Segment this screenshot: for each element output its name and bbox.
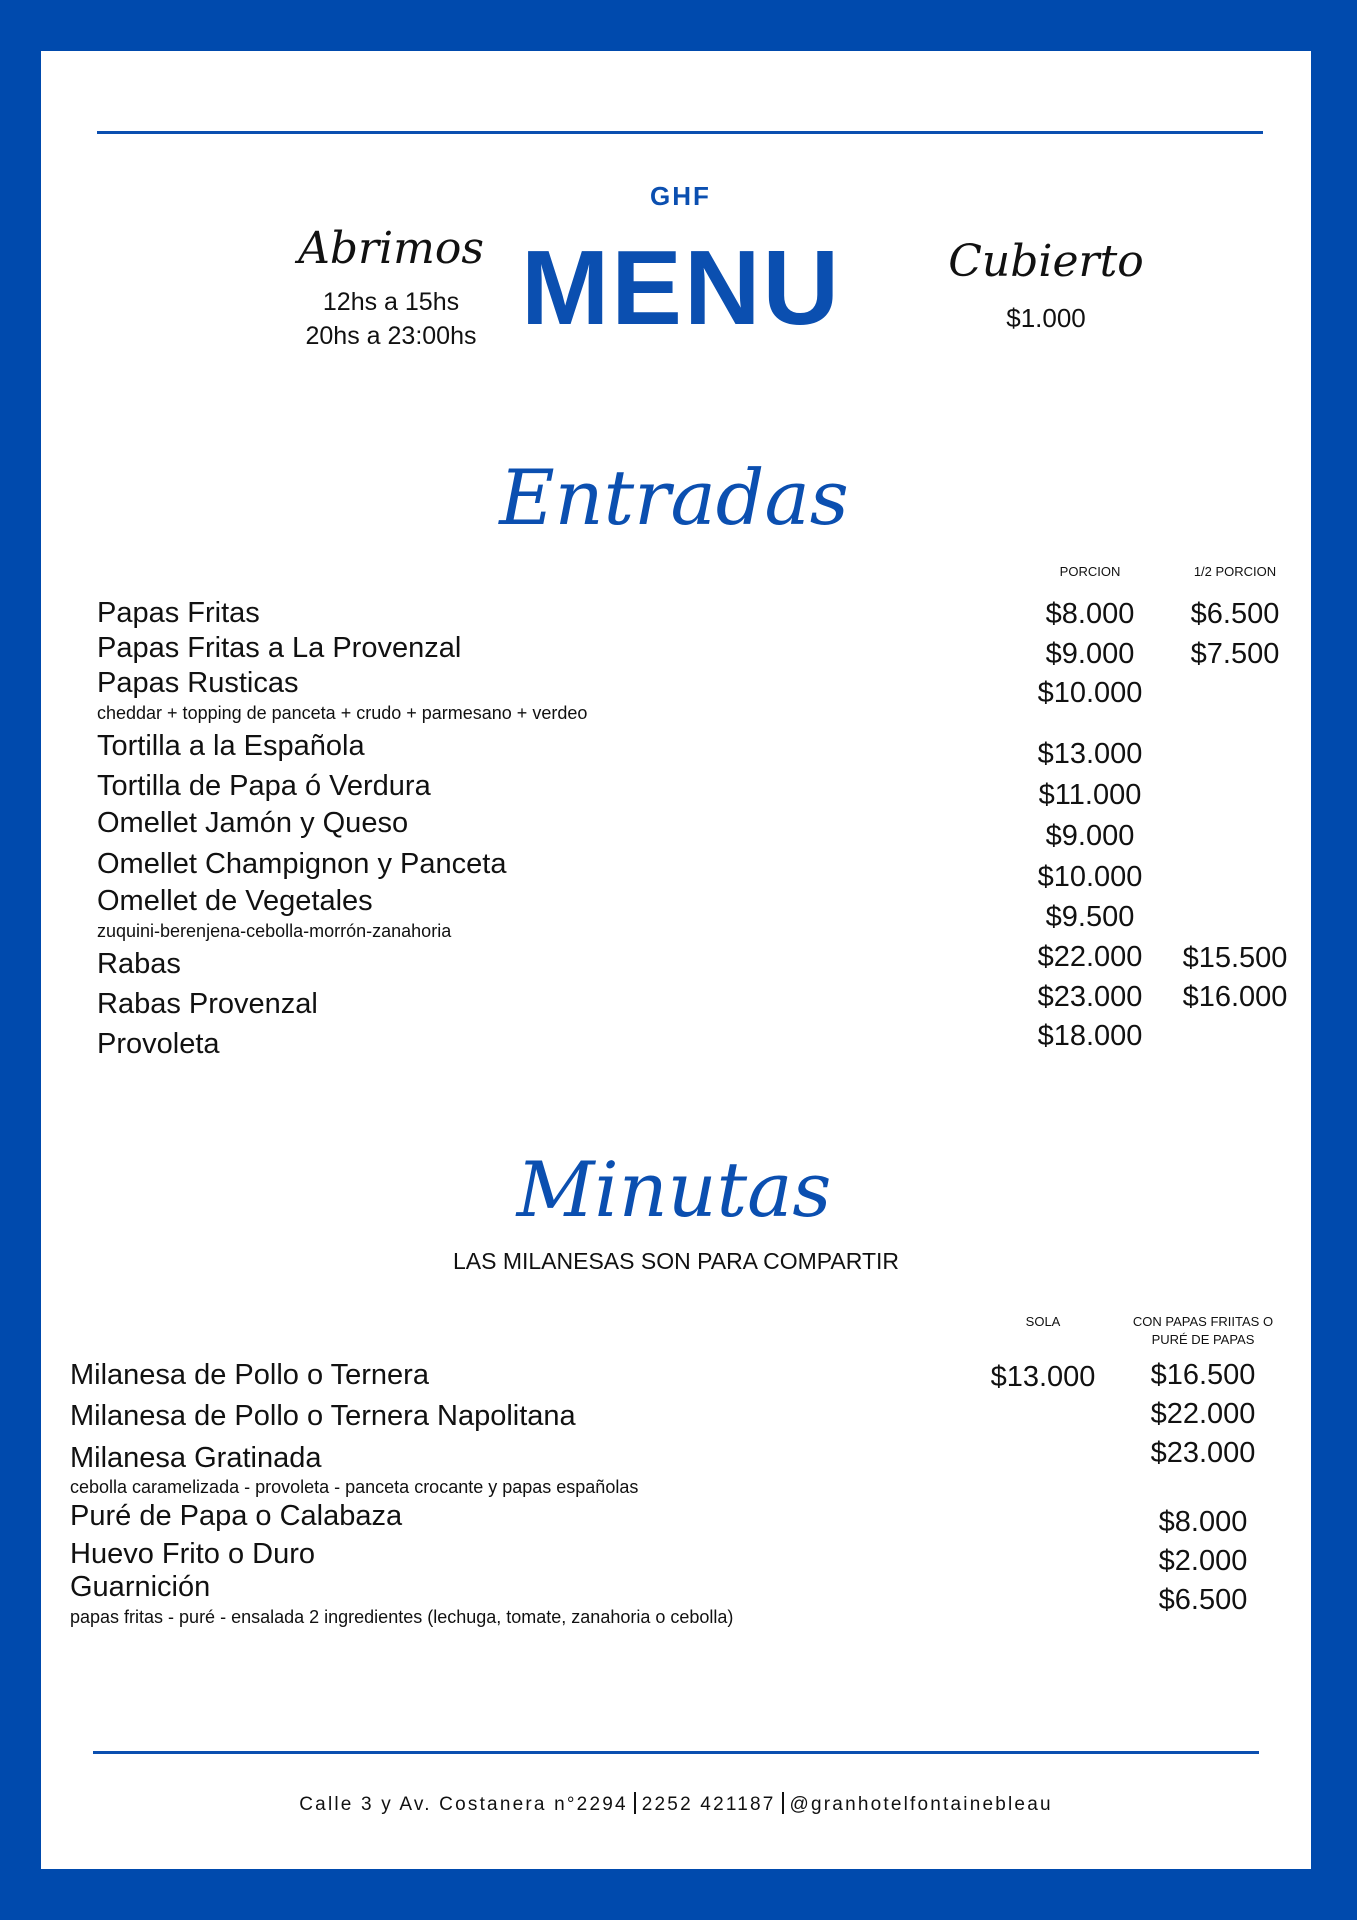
menu-item-description: zuquini-berenjena-cebolla-morrón-zanahoria [97,921,452,941]
column-header-half-porcion: 1/2 PORCION [1193,564,1277,579]
menu-item-price: $8.000 [1045,598,1135,630]
section-title-minutas: Minutas [516,1145,832,1234]
menu-item-half-price: $15.500 [1182,942,1288,974]
menu-item-name: Huevo Frito o Duro [70,1538,315,1570]
menu-item-sola-price: $13.000 [990,1361,1096,1393]
menu-item-name: Milanesa Gratinada [70,1442,322,1474]
menu-item-name: Rabas [97,948,181,980]
menu-item-name: Papas Rusticas [97,667,299,699]
column-header-porcion: PORCION [1059,564,1121,579]
menu-item-price: $11.000 [1038,779,1142,811]
menu-item-price: $22.000 [1150,1398,1256,1430]
menu-item-price: $23.000 [1037,981,1143,1013]
column-header-con-papas-line-2: PURÉ DE PAPAS [1151,1332,1255,1347]
menu-item-description: papas fritas - puré - ensalada 2 ingredientes (lechuga, tomate, zanahoria o cebolla) [70,1607,734,1627]
menu-item-name: Milanesa de Pollo o Ternera [70,1359,429,1391]
footer-separator [634,1792,636,1814]
menu-item-half-price: $16.000 [1182,981,1288,1013]
menu-item-name: Papas Fritas [97,597,260,629]
cover-charge-price: $1.000 [1006,303,1086,333]
menu-item-price: $22.000 [1037,941,1143,973]
menu-item-price: $2.000 [1158,1545,1248,1577]
menu-item-description: cebolla caramelizada - provoleta - panceta crocante y papas españolas [70,1477,639,1497]
menu-item-name: Tortilla de Papa ó Verdura [97,770,431,802]
column-header-sola: SOLA [1025,1314,1061,1329]
cover-charge-label: Cubierto [948,236,1144,287]
menu-item-name: Omellet de Vegetales [97,885,373,917]
open-hours-line-2: 20hs a 23:00hs [305,322,477,350]
menu-item-name: Papas Fritas a La Provenzal [97,632,462,664]
menu-item-name: Milanesa de Pollo o Ternera Napolitana [70,1400,576,1432]
menu-item-price: $8.000 [1158,1506,1248,1538]
menu-item-price: $9.000 [1045,638,1135,670]
menu-item-name: Omellet Champignon y Panceta [97,848,507,880]
open-hours-line-1: 12hs a 15hs [322,288,460,316]
menu-item-description: cheddar + topping de panceta + crudo + parmesano + verdeo [97,703,588,723]
open-hours-label: Abrimos [298,223,484,274]
menu-item-price: $6.500 [1158,1584,1248,1616]
menu-item-price: $13.000 [1037,738,1143,770]
section-title-entradas: Entradas [499,453,849,542]
menu-item-name: Tortilla a la Española [97,730,365,762]
menu-item-name: Puré de Papa o Calabaza [70,1500,403,1532]
menu-item-price: $18.000 [1037,1020,1143,1052]
footer-contact [76,1792,1276,1816]
brand-logo-text: GHF [650,181,711,211]
top-divider [97,131,1263,134]
menu-item-name: Rabas Provenzal [97,988,318,1020]
footer-address: Calle 3 y Av. Costanera n°2294 [299,1794,628,1815]
menu-page [41,51,1311,1869]
column-header-con-papas-line-1: CON PAPAS FRIITAS O [1132,1314,1274,1329]
footer-separator [782,1792,784,1814]
menu-item-price: $10.000 [1037,861,1143,893]
menu-item-price: $16.500 [1150,1359,1256,1391]
footer-social-handle: @granhotelfontainebleau [789,1794,1053,1815]
menu-item-name: Omellet Jamón y Queso [97,807,409,839]
section-subtitle-minutas: LAS MILANESAS SON PARA COMPARTIR [452,1248,900,1274]
menu-item-half-price: $7.500 [1190,638,1280,670]
footer-phone: 2252 421187 [641,1794,776,1815]
menu-item-price: $9.500 [1045,901,1135,933]
menu-item-price: $9.000 [1045,820,1135,852]
bottom-divider [93,1751,1259,1754]
menu-item-half-price: $6.500 [1190,598,1280,630]
menu-item-price: $23.000 [1150,1437,1256,1469]
menu-item-price: $10.000 [1037,677,1143,709]
page-title: MENU [521,229,842,347]
menu-item-name: Provoleta [97,1028,220,1060]
menu-item-name: Guarnición [70,1571,211,1603]
